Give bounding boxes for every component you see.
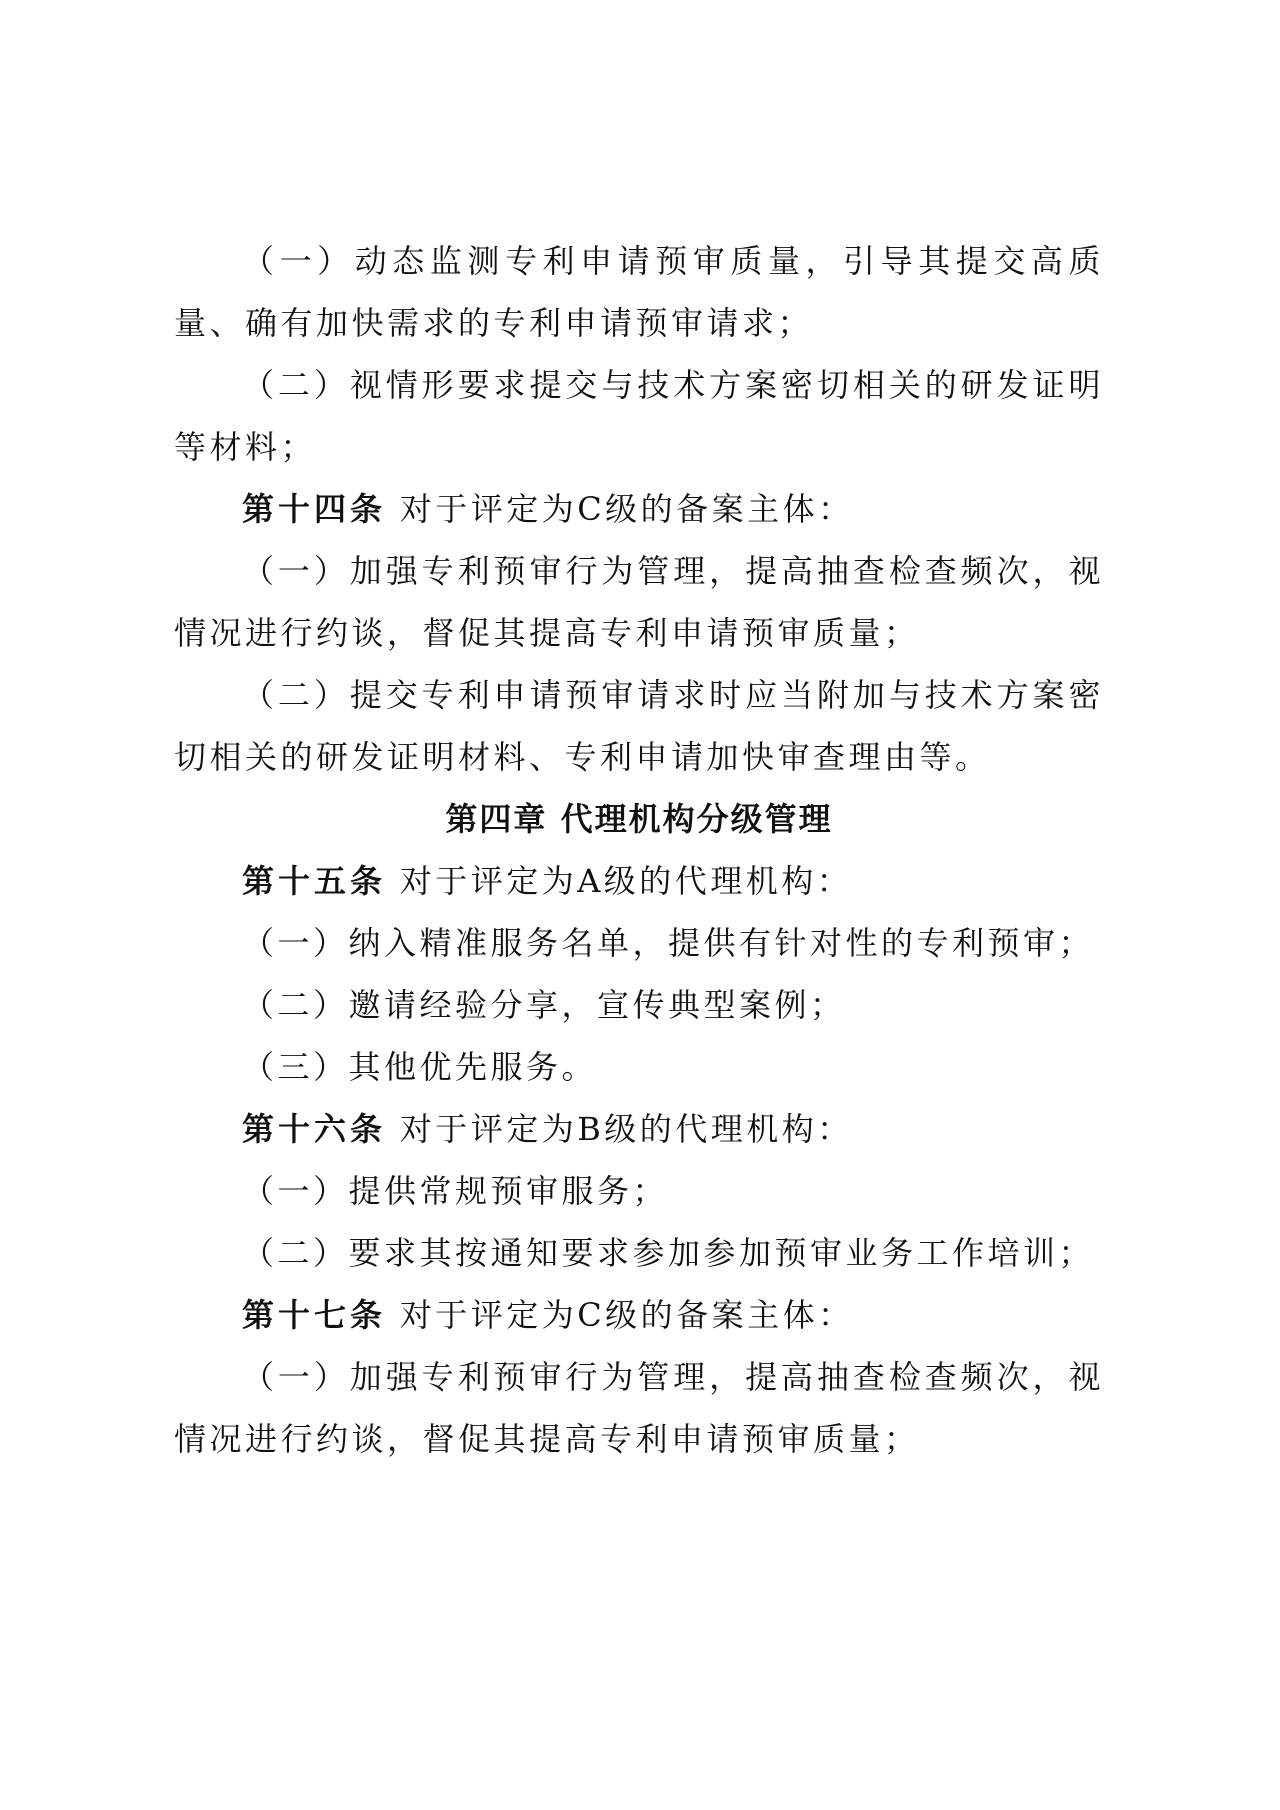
list-item: （二）提交专利申请预审请求时应当附加与技术方案密切相关的研发证明材料、专利申请加快审查理由等。 — [174, 676, 1104, 776]
article-heading: 第十四条 — [242, 490, 387, 528]
article-paragraph — [174, 1284, 1104, 1346]
list-item: （二）邀请经验分享，宣传典型案例； — [242, 986, 846, 1024]
chapter-title: 第四章 代理机构分级管理 — [445, 800, 833, 838]
list-item: （一）加强专利预审行为管理，提高抽查检查频次，视情况进行约谈，督促其提高专利申请预审质量； — [174, 552, 1104, 652]
article-text: 对于评定为A级的代理机构： — [386, 862, 853, 900]
list-item: （三）其他优先服务。 — [242, 1048, 598, 1086]
list-item: （一）动态监测专利申请预审质量，引导其提交高质量、确有加快需求的专利申请预审请求； — [174, 242, 1104, 342]
article-paragraph — [174, 1098, 1104, 1160]
article-text: 对于评定为B级的代理机构： — [386, 1110, 853, 1148]
list-item: （二）要求其按通知要求参加参加预审业务工作培训； — [242, 1234, 1095, 1272]
list-item: （一）提供常规预审服务； — [242, 1172, 669, 1210]
list-item: （二）视情形要求提交与技术方案密切相关的研发证明等材料； — [174, 366, 1104, 466]
list-item: （一）加强专利预审行为管理，提高抽查检查频次，视情况进行约谈，督促其提高专利申请预审质量； — [174, 1358, 1104, 1458]
article-heading: 第十五条 — [242, 862, 387, 900]
list-item: （一）纳入精准服务名单，提供有针对性的专利预审； — [242, 924, 1095, 962]
article-heading: 第十六条 — [242, 1110, 387, 1148]
article-text: 对于评定为C级的备案主体： — [386, 490, 854, 528]
article-paragraph — [174, 850, 1104, 912]
article-paragraph — [174, 478, 1104, 540]
article-text: 对于评定为C级的备案主体： — [386, 1296, 854, 1334]
article-heading: 第十七条 — [242, 1296, 387, 1334]
document-body — [174, 230, 1104, 1470]
